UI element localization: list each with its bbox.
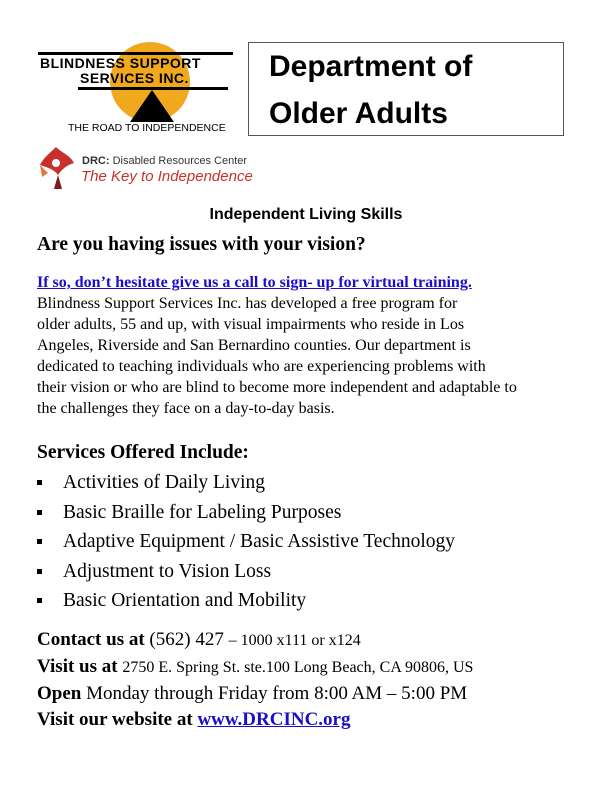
service-label: Basic Braille for Labeling Purposes [63, 501, 342, 523]
drc-full-name: Disabled Resources Center [112, 155, 248, 167]
service-label: Adjustment to Vision Loss [63, 560, 272, 582]
phone-area: (562) 427 [149, 629, 224, 650]
bss-logo-line2: SERVICES INC. [80, 70, 189, 86]
address: 2750 E. Spring St. ste.100 Long Beach, CA 90806, US [122, 659, 474, 676]
list-item [37, 498, 455, 528]
paragraph-line: the challenges they face on a day-to-day basis. [37, 400, 335, 417]
program-description [37, 293, 593, 419]
open-label: Open [37, 683, 82, 704]
phone-number: – 1000 x111 or x124 [228, 632, 361, 649]
service-label: Basic Orientation and Mobility [63, 590, 307, 611]
contact-block [37, 627, 473, 733]
road-a-icon [130, 90, 174, 122]
contact-website-line [37, 707, 473, 733]
list-item [37, 468, 455, 498]
website-label: Visit our website at [37, 709, 193, 730]
website-link[interactable]: www.DRCINC.org [197, 709, 351, 730]
paragraph-line: their vision or who are blind to become more independent and adaptable to [37, 379, 517, 396]
title-line-2: Older Adults [269, 97, 448, 130]
vision-question: Are you having issues with your vision? [37, 234, 366, 255]
drc-name [82, 155, 247, 167]
paragraph-line: dedicated to teaching individuals who are experiencing problems with [37, 358, 486, 375]
bss-logo-line1: BLINDNESS SUPPORT [40, 55, 201, 71]
list-item [37, 586, 455, 616]
paragraph-line: older adults, 55 and up, with visual impairments who reside in Los [37, 316, 465, 333]
bullet-icon [37, 510, 42, 515]
contact-address-line [37, 654, 473, 681]
section-subtitle: Independent Living Skills [209, 206, 403, 223]
paragraph-line: Angeles, Riverside and San Bernardino counties. Our department is [37, 337, 471, 354]
services-list [37, 468, 455, 616]
bss-logo-tagline: THE ROAD TO INDEPENDENCE [68, 122, 226, 134]
contact-label: Contact us at [37, 629, 145, 650]
bullet-icon [37, 480, 42, 485]
drc-slogan: The Key to Independence [81, 168, 253, 185]
bss-logo [38, 42, 238, 137]
service-label: Adaptive Equipment / Basic Assistive Technology [63, 531, 456, 552]
bullet-icon [37, 569, 42, 574]
paragraph-line: Blindness Support Services Inc. has developed a free program for [37, 295, 458, 312]
drc-logo [34, 143, 253, 193]
bullet-icon [37, 539, 42, 544]
hours: Monday through Friday from 8:00 AM – 5:00 PM [86, 683, 468, 704]
services-heading: Services Offered Include: [37, 442, 249, 463]
list-item [37, 527, 455, 557]
service-label: Activities of Daily Living [63, 472, 266, 493]
drc-key-icon [34, 143, 78, 193]
department-title-box [248, 42, 564, 136]
contact-hours-line [37, 681, 473, 707]
bullet-icon [37, 598, 42, 603]
title-line-1: Department of [269, 50, 473, 83]
visit-label: Visit us at [37, 656, 118, 677]
list-item [37, 557, 455, 587]
contact-phone-line [37, 627, 473, 654]
drc-abbr: DRC: [82, 155, 110, 167]
sign-up-link[interactable]: If so, don’t hesitate give us a call to sign- up for virtual training. [37, 274, 472, 291]
